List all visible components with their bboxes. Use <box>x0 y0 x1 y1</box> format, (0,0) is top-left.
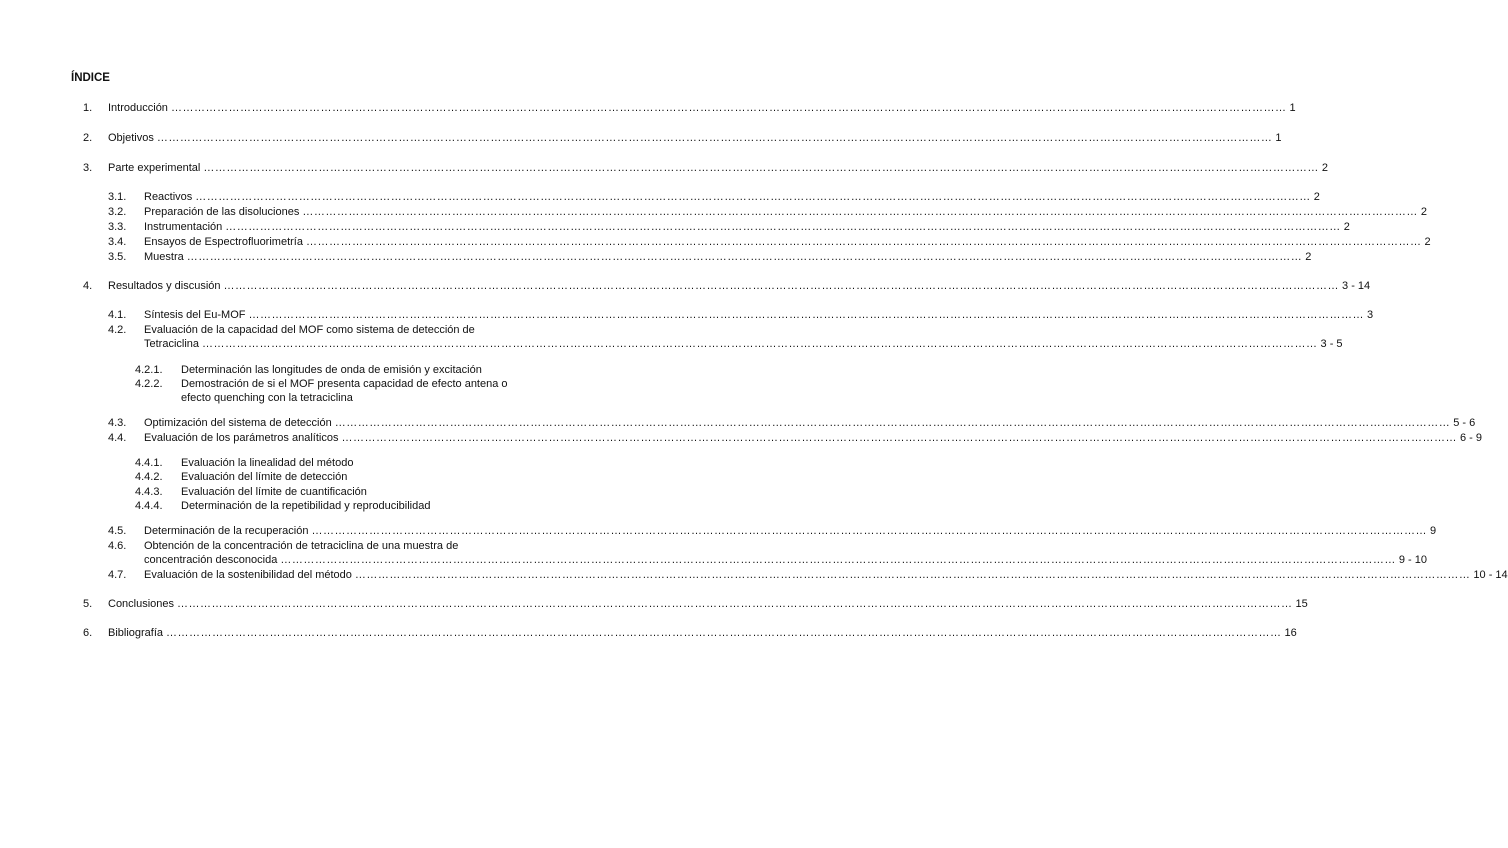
toc-text: Evaluación de los parámetros analíticos <box>144 432 339 444</box>
toc-page: 9 <box>1429 525 1437 537</box>
toc-number: 4.4.3. <box>135 486 163 498</box>
toc-text: Objetivos <box>108 132 154 144</box>
toc-leader: ………………………………………………………………………………………………………………………………………………………………………………………………………………………………………………………………… <box>311 525 1427 537</box>
toc-leader: ………………………………………………………………………………………………………………………………………………………………………………………………………………………………………………………………… <box>280 554 1396 566</box>
toc-entry-reactivos[interactable] <box>144 190 1320 204</box>
toc-page: 1 <box>1289 102 1296 114</box>
toc-page: 15 <box>1295 598 1308 610</box>
toc-number: 3.1. <box>108 191 127 203</box>
toc-number: 4.1. <box>108 309 127 321</box>
toc-page: 3 <box>1366 309 1374 321</box>
toc-page: 6 - 9 <box>1459 432 1482 444</box>
toc-text-continuation: efecto quenching con la tetraciclina <box>181 392 353 404</box>
toc-text: Muestra <box>144 251 184 263</box>
toc-page: 2 <box>1305 251 1312 263</box>
toc-page: 3 - 5 <box>1320 338 1343 350</box>
toc-entry-sostenibilidad[interactable] <box>144 568 1508 582</box>
toc-number: 2. <box>83 132 93 144</box>
toc-text: Conclusiones <box>108 598 175 610</box>
toc-entry-objetivos[interactable] <box>108 131 1282 145</box>
toc-entry-linealidad[interactable]: Evaluación la linealidad del método <box>181 457 354 469</box>
toc-entry-preparacion-disoluciones[interactable] <box>144 205 1427 219</box>
toc-number: 4. <box>83 280 93 292</box>
toc-text: Preparación de las disoluciones <box>144 206 300 218</box>
toc-number: 3.5. <box>108 251 127 263</box>
toc-entry-introduccion[interactable] <box>108 101 1296 115</box>
toc-leader: ………………………………………………………………………………………………………………………………………………………………………………………………………………………………………………………………… <box>166 627 1282 639</box>
toc-leader: ………………………………………………………………………………………………………………………………………………………………………………………………………………………………………………………………… <box>186 251 1303 263</box>
toc-number: 4.2. <box>108 324 127 336</box>
toc-entry-ensayos-espectrofluorimetria[interactable] <box>144 235 1431 249</box>
toc-text-continuation: concentración desconocida <box>144 554 278 566</box>
page-title: ÍNDICE <box>71 72 110 84</box>
toc-entry-evaluacion-capacidad-mof[interactable] <box>144 337 1343 351</box>
toc-entry-conclusiones[interactable] <box>108 597 1308 611</box>
toc-entry-limite-cuantificacion[interactable]: Evaluación del límite de cuantificación <box>181 486 367 498</box>
toc-leader: ………………………………………………………………………………………………………………………………………………………………………………………………………………………………………………………………… <box>354 569 1471 581</box>
toc-number: 4.4.2. <box>135 471 163 483</box>
toc-leader: ………………………………………………………………………………………………………………………………………………………………………………………………………………………………………………………………… <box>223 280 1340 292</box>
toc-text: Bibliografía <box>108 627 164 639</box>
toc-number: 4.4.4. <box>135 500 163 512</box>
toc-text: Síntesis del Eu-MOF <box>144 309 246 321</box>
toc-page: 10 - 14 <box>1473 569 1508 581</box>
toc-entry-muestra[interactable] <box>144 250 1312 264</box>
toc-text: Determinación de la recuperación <box>144 525 309 537</box>
toc-number: 4.2.2. <box>135 378 163 390</box>
toc-text: Ensayos de Espectrofluorimetría <box>144 236 303 248</box>
toc-text: Introducción <box>108 102 168 114</box>
toc-page: 3 - 14 <box>1342 280 1371 292</box>
toc-leader: ………………………………………………………………………………………………………………………………………………………………………………………………………………………………………………………………… <box>195 191 1311 203</box>
toc-page: 1 <box>1275 132 1282 144</box>
toc-number: 3. <box>83 162 93 174</box>
toc-entry-efecto-antena[interactable]: Demostración de si el MOF presenta capacidad de efecto antena o <box>181 378 508 390</box>
toc-leader: ………………………………………………………………………………………………………………………………………………………………………………………………………………………………………………………………… <box>225 221 1341 233</box>
toc-leader: ………………………………………………………………………………………………………………………………………………………………………………………………………………………………………………………………… <box>170 102 1287 114</box>
toc-text: Parte experimental <box>108 162 201 174</box>
toc-entry-optimizacion-sistema[interactable] <box>144 416 1476 430</box>
toc-page: 2 <box>1313 191 1320 203</box>
toc-number: 4.2.1. <box>135 364 163 376</box>
toc-number: 4.6. <box>108 540 127 552</box>
toc-entry-recuperacion[interactable] <box>144 524 1437 538</box>
toc-text: Evaluación de la sostenibilidad del método <box>144 569 352 581</box>
toc-entry-longitudes-onda[interactable]: Determinación las longitudes de onda de emisión y excitación <box>181 364 482 376</box>
toc-entry-repetibilidad[interactable]: Determinación de la repetibilidad y reproducibilidad <box>181 500 431 512</box>
toc-leader: ………………………………………………………………………………………………………………………………………………………………………………………………………………………………………………………………… <box>302 206 1418 218</box>
toc-text: Optimización del sistema de detección <box>144 417 332 429</box>
toc-number: 4.4.1. <box>135 457 163 469</box>
toc-leader: ………………………………………………………………………………………………………………………………………………………………………………………………………………………………………………………………… <box>202 338 1318 350</box>
toc-text: Resultados y discusión <box>108 280 221 292</box>
toc-number: 5. <box>83 598 93 610</box>
toc-leader: ………………………………………………………………………………………………………………………………………………………………………………………………………………………………………………………………… <box>341 432 1457 444</box>
toc-leader: ………………………………………………………………………………………………………………………………………………………………………………………………………………………………………………………………… <box>248 309 1364 321</box>
toc-entry-bibliografia[interactable] <box>108 626 1297 640</box>
toc-leader: ………………………………………………………………………………………………………………………………………………………………………………………………………………………………………………………………… <box>203 162 1319 174</box>
toc-number: 1. <box>83 102 93 114</box>
toc-page: 2 <box>1420 206 1427 218</box>
toc-text: Obtención de la concentración de tetraciclina de una muestra de <box>144 540 459 552</box>
toc-number: 4.7. <box>108 569 127 581</box>
toc-text: Reactivos <box>144 191 193 203</box>
toc-number: 3.3. <box>108 221 127 233</box>
toc-entry-limite-deteccion[interactable]: Evaluación del límite de detección <box>181 471 348 483</box>
toc-leader: ………………………………………………………………………………………………………………………………………………………………………………………………………………………………………………………………… <box>156 132 1273 144</box>
toc-entry-resultados-discusion[interactable] <box>108 279 1371 293</box>
toc-number: 3.4. <box>108 236 127 248</box>
toc-leader: ………………………………………………………………………………………………………………………………………………………………………………………………………………………………………………………………… <box>305 236 1422 248</box>
toc-entry-concentracion-tetraciclina[interactable] <box>144 553 1427 567</box>
toc-entry-parte-experimental[interactable] <box>108 161 1328 175</box>
toc-number: 4.5. <box>108 525 127 537</box>
toc-number: 4.3. <box>108 417 127 429</box>
toc-entry-instrumentacion[interactable] <box>144 220 1350 234</box>
toc-number: 3.2. <box>108 206 127 218</box>
toc-page: 5 - 6 <box>1453 417 1476 429</box>
toc-text-continuation: Tetraciclina <box>144 338 200 350</box>
toc-page: 9 - 10 <box>1398 554 1427 566</box>
toc-entry-parametros-analiticos[interactable] <box>144 431 1482 445</box>
toc-page: 2 <box>1343 221 1350 233</box>
toc-entry-sintesis-eu-mof[interactable] <box>144 308 1374 322</box>
toc-leader: ………………………………………………………………………………………………………………………………………………………………………………………………………………………………………………………………… <box>334 417 1451 429</box>
toc-text: Instrumentación <box>144 221 223 233</box>
toc-page: 2 <box>1424 236 1431 248</box>
toc-leader: ………………………………………………………………………………………………………………………………………………………………………………………………………………………………………………………………… <box>177 598 1293 610</box>
toc-number: 6. <box>83 627 93 639</box>
toc-text: Evaluación de la capacidad del MOF como sistema de detección de <box>144 324 475 336</box>
toc-page: 16 <box>1284 627 1297 639</box>
toc-number: 4.4. <box>108 432 127 444</box>
toc-page: 2 <box>1321 162 1328 174</box>
